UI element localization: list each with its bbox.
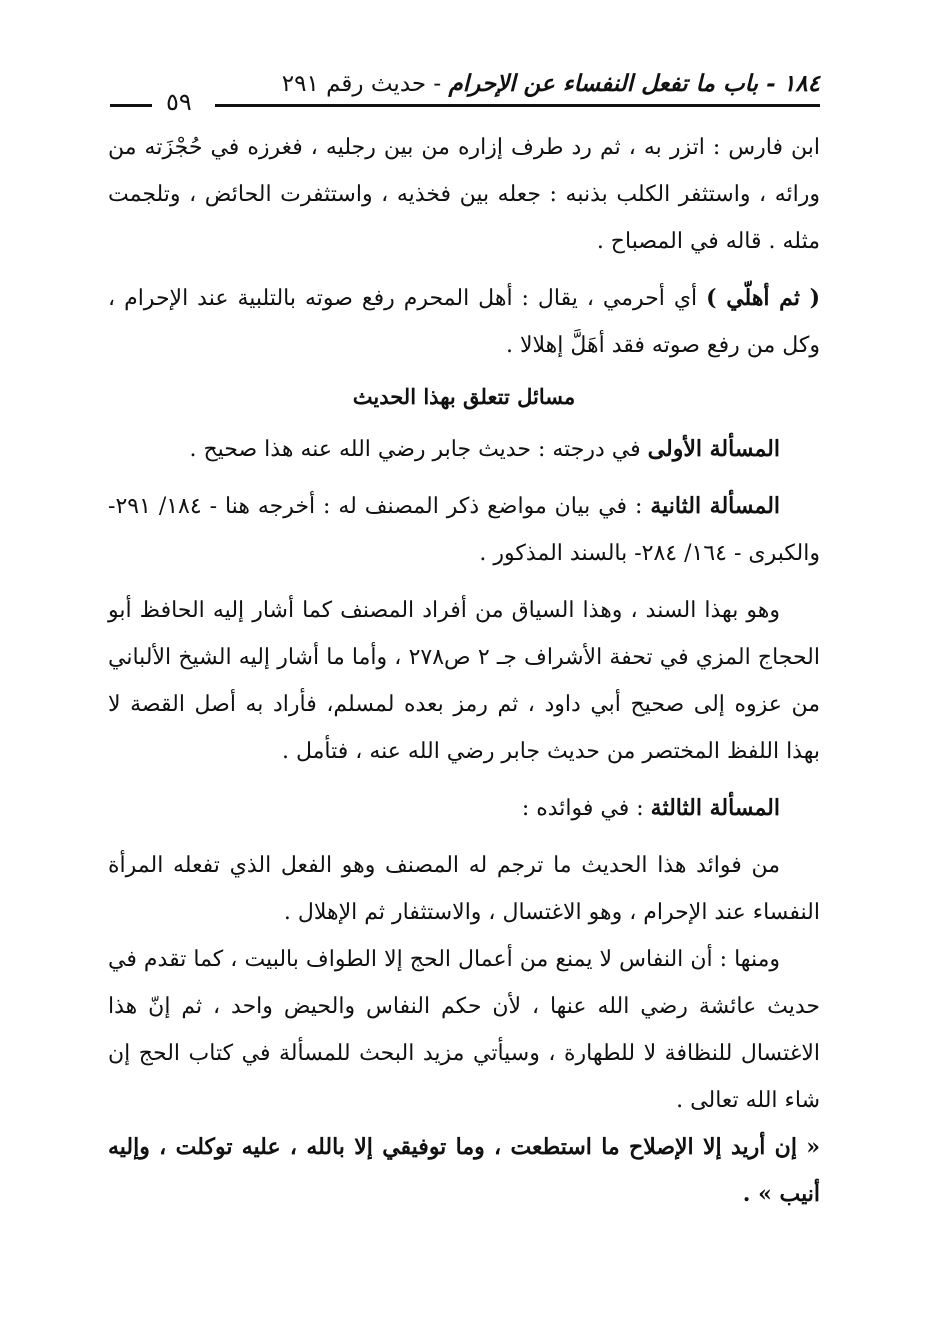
issue-three: [108, 785, 820, 832]
paragraph-isnad: وهو بهذا السند ، وهذا السياق من أفراد المصنف كما أشار إليه الحافظ أبو الحجاج المزي في تحفة الأشراف جـ ٢ ص٢٧٨ ، وأما ما أشار إليه الشيخ الألباني من عزوه إلى صحيح أبي داود ، ثم رمز بعده لمسلم، فأراد به أصل القصة لا بهذا اللفظ المختصر من حديث جابر رضي الله عنه ، فتأمل .: [108, 598, 820, 764]
header-text: [282, 64, 820, 104]
issue-one-label: المسألة الأولى: [647, 436, 780, 462]
paragraph-ahilli: [108, 275, 820, 369]
chapter-title: - باب ما تفعل النفساء عن الإحرام: [448, 70, 776, 97]
issue-two-label: المسألة الثانية: [650, 493, 781, 519]
section-heading: مسائل تتعلق بهذا الحديث: [352, 384, 576, 409]
issue-three-text: : في فوائده :: [521, 796, 644, 821]
paragraph-ahilli-text: أي أحرمي ، يقال : أهل المحرم رفع صوته بالتلبية عند الإحرام ، وكل من رفع صوته فقد أهَلَّ إهلالا .: [108, 286, 820, 358]
issue-one: [108, 426, 820, 473]
issue-two-text: : في بيان مواضع ذكر المصنف له : أخرجه هنا - ١٨٤/ ٢٩١- والكبرى - ١٦٤/ ٢٨٤- بالسند المذكور .: [108, 494, 820, 566]
paragraph-ibn-faris: ابن فارس : اتزر به ، ثم رد طرف إزاره من بين رجليه ، فغرزه في حُجْزَته من ورائه ، واستثفر الكلب بذنبه : جعله بين فخذيه ، واستثفرت الحائض ، وتلجمت مثله . قاله في المصباح .: [108, 135, 820, 254]
chapter-number: ١٨٤: [782, 70, 820, 97]
running-header: [110, 64, 820, 120]
page-number-rule: [110, 104, 152, 107]
quoted-term: ( ثم أهلّي ): [706, 285, 820, 311]
issue-one-text: في درجته : حديث جابر رضي الله عنه هذا صحيح .: [189, 437, 641, 462]
hadith-reference: - حديث رقم ٢٩١: [281, 71, 442, 97]
issue-two: [108, 483, 820, 577]
page-body: [108, 124, 820, 1218]
closing-verse: « إن أريد إلا الإصلاح ما استطعت ، وما توفيقي إلا بالله ، عليه توكلت ، وإليه أنيب » .: [108, 1134, 820, 1207]
issue-three-label: المسألة الثالثة: [650, 795, 780, 821]
header-rule: [215, 104, 820, 107]
paragraph-nifas: ومنها : أن النفاس لا يمنع من أعمال الحج إلا الطواف بالبيت ، كما تقدم في حديث عائشة رضي الله عنها ، لأن حكم النفاس والحيض واحد ، ثم إنّ هذا الاغتسال للنظافة لا للطهارة ، وسيأتي مزيد البحث للمسألة في كتاب الحج إن شاء الله تعالى .: [108, 947, 820, 1113]
page-number: ٥٩: [160, 82, 198, 122]
paragraph-benefits: من فوائد هذا الحديث ما ترجم له المصنف وهو الفعل الذي تفعله المرأة النفساء عند الإحرام ، وهو الاغتسال ، والاستثفار ثم الإهلال .: [108, 853, 820, 925]
